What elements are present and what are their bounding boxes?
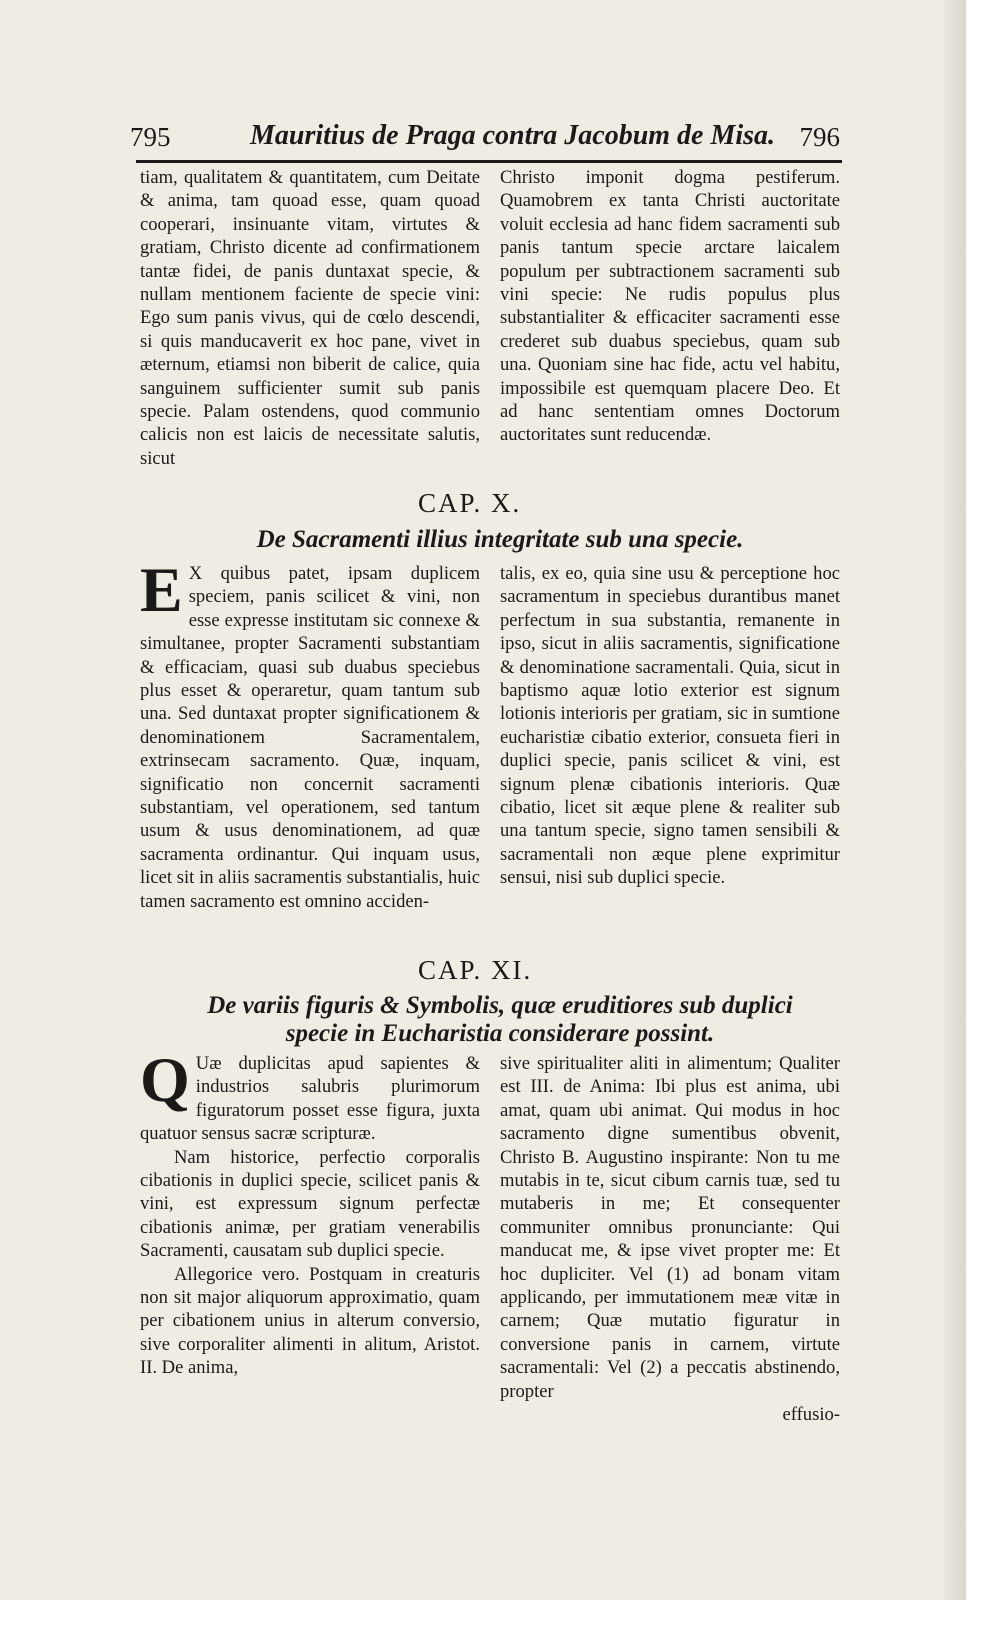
section1-left-column	[140, 166, 480, 470]
page-header	[130, 118, 840, 158]
running-title: Mauritius de Praga contra Jacobum de Misa.	[250, 120, 776, 151]
chapter-10-title: De Sacramenti illius integritate sub una specie.	[256, 526, 744, 553]
chapter-11-left-para3: Allegorice vero. Postquam in creaturis non sit major aliquorum approximatio, quam per cibationem unius in alterum conversio, sive corporaliter alimenti in alitum, Aristot. II. De anima,	[140, 1263, 480, 1379]
chapter-11-title-line1: De variis figuris & Symbolis, quæ eruditiores sub duplici	[207, 992, 793, 1019]
chapter-10-label: CAP. X.	[418, 488, 522, 518]
chapter-10-dropcap: E	[140, 554, 183, 625]
catchword: effusio-	[782, 1404, 840, 1426]
page-number-right: 796	[799, 122, 840, 152]
section1-left-text: tiam, qualitatem & quantitatem, cum Deitate & anima, tam quoad esse, quam quoad cooperari, insinuante vitam, virtutes & gratiam, Christo dicente ad confirmationem tantæ fidei, de panis duntaxat specie, & nullam mentionem faciente de specie vini: Ego sum panis vivus, qui de cœlo descendi, si quis manducaverit ex hoc pane, vivet in æternum, etiamsi non biberit de calice, quia sanguinem sufficienter sumit sub panis specie. Palam ostendens, quod communio calicis non est laicis de necessitate salutis, sicut	[140, 167, 480, 469]
section1-right-column	[500, 166, 840, 447]
chapter-11-label: CAP. XI.	[418, 955, 533, 985]
chapter-11-title-line2: specie in Eucharistia considerare possint.	[285, 1020, 715, 1047]
chapter-11-right-text: sive spiritualiter aliti in alimentum; Qualiter est III. de Anima: Ibi plus est anima, ubi amat, quam ubi animat. Qui modus in hoc sacramento digne sumentibus obvenit, Christo B. Augustino inspirante: Non tu me mutabis in te, sicut cibum carnis tuæ, sed tu mutaberis in me; Et consequenter communiter omnibus pronunciante: Qui manducat me, & ipse vivet propter me: Et hoc dupliciter. Vel (1) ad bonam vitam applicando, per immutationem meæ vitæ in carnem; Quæ mutatio figuratur in conversione panis in carnem, virtute sacramentali: Vel (2) a peccatis abstinendo, propter	[500, 1053, 840, 1402]
chapter-10-left-column	[140, 554, 480, 913]
chapter-10-left-text: X quibus patet, ipsam duplicem speciem, panis scilicet & vini, non esse expresse institutam sic connexe & simultanee, propter Sacramenti substantiam & efficaciam, quasi sub duabus speciebus plus esset & operaretur, quam tantum sub una. Sed duntaxat propter significationem & denominationem Sacramentalem, extrinsecam sacramento. Quæ, inquam, significatio non concernit sacramenti substantiam, vel operationem, sed tantum usum & usus denominationem, ad quæ sacramenta ordinantur. Qui inquam usus, licet sit in aliis sacramentis substantialis, huic tamen sacramento est omnino acciden-	[140, 563, 480, 912]
header-rule	[136, 160, 842, 163]
chapter-11-left-column	[140, 1044, 480, 1380]
chapter-10-right-column	[500, 562, 840, 890]
page-number-left: 795	[130, 122, 171, 152]
chapter-11-left-para2: Nam historice, perfectio corporalis cibationis in duplici specie, scilicet panis & vini, est expressum signum perfectæ cibationis animæ, per gratiam venerabilis Sacramenti, causatam sub duplici specie.	[140, 1146, 480, 1262]
chapter-11-right-column	[500, 1052, 840, 1427]
chapter-11-left-para1: Uæ duplicitas apud sapientes & industrios salubris plurimorum figuratorum posset esse figura, juxta quatuor sensus sacræ scripturæ.	[140, 1053, 480, 1145]
book-spine-edge	[944, 0, 966, 1600]
section1-right-text: Christo imponit dogma pestiferum. Quamobrem ex tanta Christi auctoritate voluit ecclesia ad hanc fidem sacramenti sub panis tantum specie arctare laicalem populum per subtractionem sacramenti sub vini specie: Ne rudis populus plus substantialiter & efficaciter sacramenti esse crederet sub duabus speciebus, quam sub una. Quoniam sine hac fide, actu vel habitu, impossibile est quemquam placere Deo. Et ad hanc sententiam omnes Doctorum auctoritates sunt reducendæ.	[500, 167, 840, 446]
chapter-11-dropcap: Q	[140, 1044, 190, 1115]
chapter-10-right-text: talis, ex eo, quia sine usu & perceptione hoc sacramentum in speciebus durantibus manet perfectum in sua substantia, remanente in ipso, sicut in aliis sacramentis, significatione & denominatione sacramentali. Quia, sicut in baptismo aquæ lotio exterior est signum lotionis interioris per gratiam, sic in sumtione eucharistiæ cibatio exterior, consueta fieri in duplici specie, panis scilicet & vini, est signum plenæ cibationis interioris. Quæ cibatio, licet sit æque plene & realiter sub una tantum specie, signo tamen sensibili & sacramentali non æque plene exprimitur sensui, nisi sub duplici specie.	[500, 563, 840, 889]
